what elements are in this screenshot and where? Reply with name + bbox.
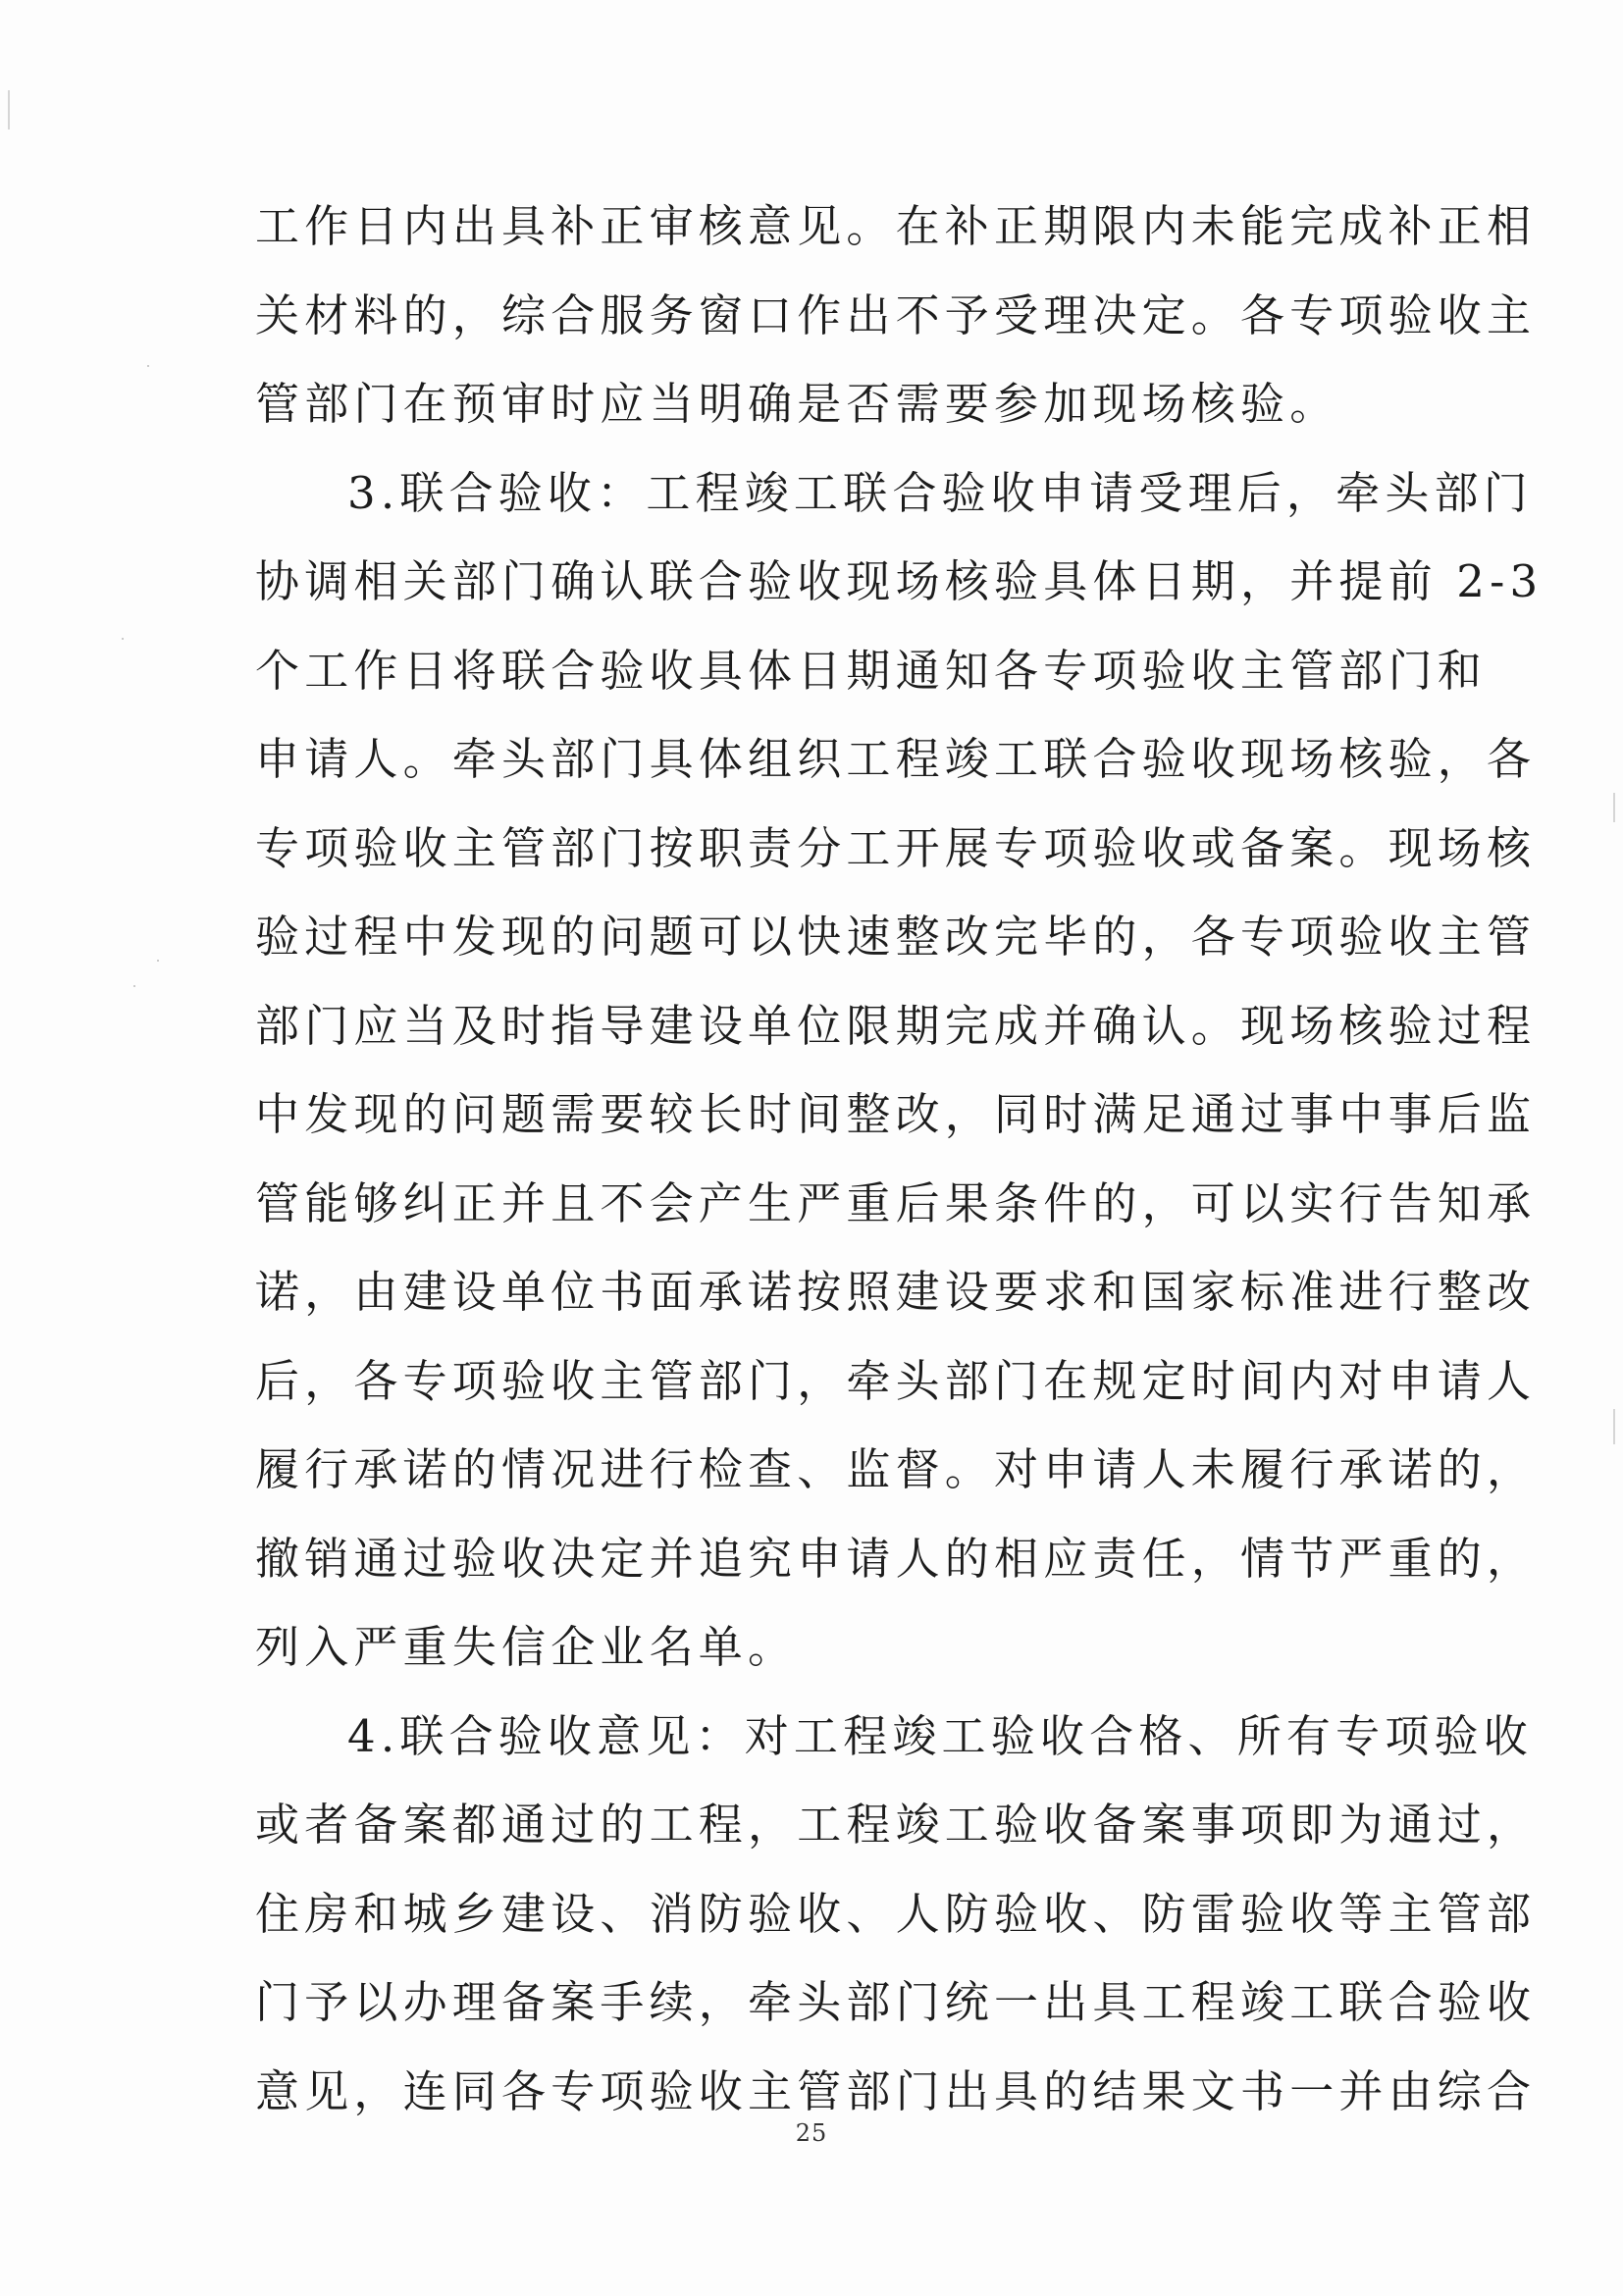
text-line: 部门应当及时指导建设单位限期完成并确认。现场核验过程 — [255, 999, 1537, 1052]
text-line: 撤销通过验收决定并追究申请人的相应责任，情节严重的， — [255, 1532, 1537, 1585]
text-line: 后，各专项验收主管部门，牵头部门在规定时间内对申请人 — [255, 1354, 1537, 1407]
scan-speck — [122, 638, 124, 640]
text-line: 管能够纠正并且不会产生严重后果条件的，可以实行告知承 — [255, 1176, 1537, 1229]
text-line: 专项验收主管部门按职责分工开展专项验收或备案。现场核 — [255, 821, 1537, 874]
text-line: 列入严重失信企业名单。 — [255, 1621, 798, 1673]
text-line: 门予以办理备案手续，牵头部门统一出具工程竣工联合验收 — [255, 1976, 1537, 2028]
text-line: 诺，由建设单位书面承诺按照建设要求和国家标准进行整改 — [255, 1266, 1537, 1318]
section-4-heading-line: 4.联合验收意见：对工程竣工验收合格、所有专项验收 — [347, 1709, 1533, 1762]
text-line: 管部门在预审时应当明确是否需要参加现场核验。 — [255, 378, 1339, 430]
text-line: 关材料的，综合服务窗口作出不予受理决定。各专项验收主 — [255, 288, 1537, 341]
text-line: 工作日内出具补正审核意见。在补正期限内未能完成补正相 — [255, 200, 1537, 252]
text-line: 履行承诺的情况进行检查、监督。对申请人未履行承诺的， — [255, 1443, 1537, 1495]
scan-speck — [147, 365, 149, 367]
text-line: 中发现的问题需要较长时间整改，同时满足通过事中事后监 — [255, 1088, 1537, 1140]
text-line: 住房和城乡建设、消防验收、人防验收、防雷验收等主管部 — [255, 1887, 1537, 1940]
scan-edge-mark — [1613, 793, 1615, 822]
text-line: 意见，连同各专项验收主管部门出具的结果文书一并由综合 — [255, 2064, 1537, 2117]
text-line: 协调相关部门确认联合验收现场核验具体日期，并提前 2-3 — [255, 555, 1544, 607]
text-line: 个工作日将联合验收具体日期通知各专项验收主管部门和 — [255, 644, 1488, 697]
text-line: 验过程中发现的问题可以快速整改完毕的，各专项验收主管 — [255, 911, 1537, 963]
scan-edge-mark — [1613, 1409, 1615, 1444]
section-3-heading-line: 3.联合验收：工程竣工联合验收申请受理后，牵头部门 — [347, 466, 1533, 519]
body-text — [255, 183, 1544, 2136]
scan-speck — [133, 985, 135, 987]
scan-speck — [157, 960, 159, 962]
text-line: 申请人。牵头部门具体组织工程竣工联合验收现场核验，各 — [255, 733, 1537, 785]
scan-edge-mark — [8, 90, 10, 130]
text-line: 或者备案都通过的工程，工程竣工验收备案事项即为通过， — [255, 1799, 1537, 1851]
page-number: 25 — [795, 2119, 828, 2147]
